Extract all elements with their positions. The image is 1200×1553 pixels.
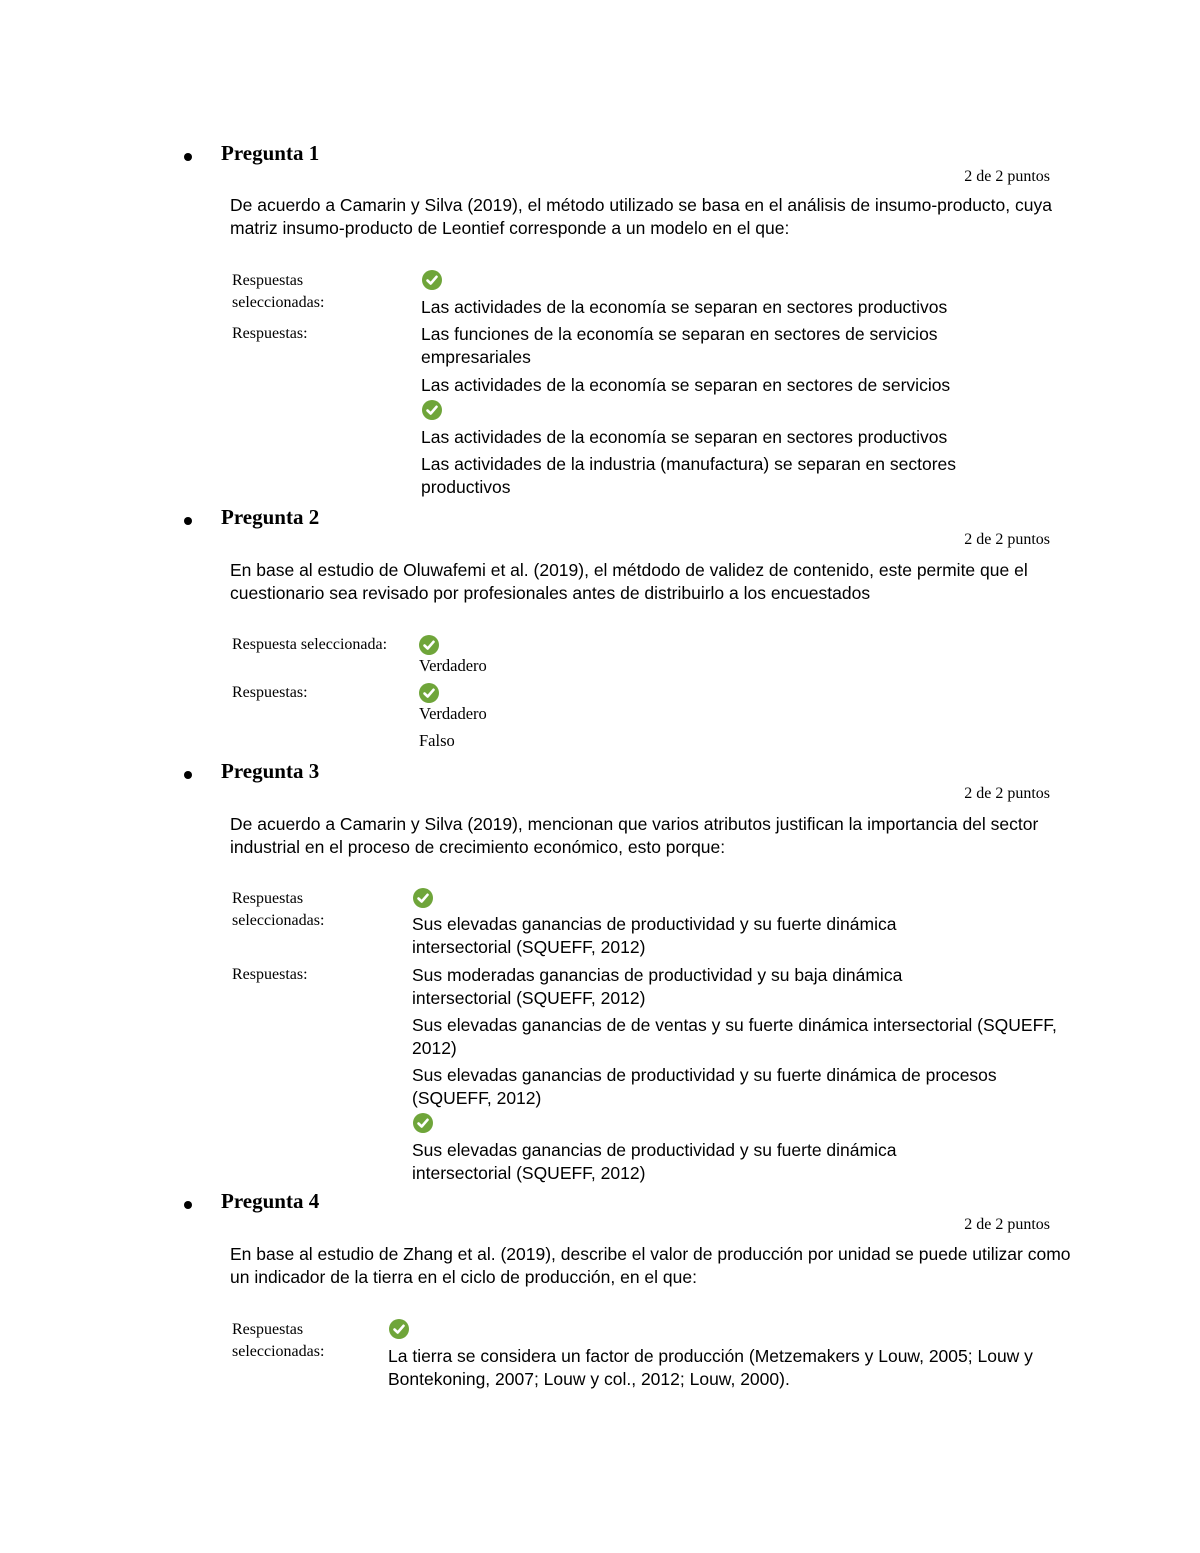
question-title: Pregunta 3 xyxy=(221,759,320,783)
selected-answers-label: Respuestas seleccionadas: xyxy=(232,1321,325,1360)
answer-option: Sus moderadas ganancias de productividad y su baja dinámica intersectorial (SQUEFF, 2012) xyxy=(412,965,903,1008)
answer-option: Sus elevadas ganancias de productividad y su fuerte dinámica de procesos (SQUEFF, 2012) xyxy=(412,1065,997,1108)
selected-answer: Verdadero xyxy=(419,656,487,675)
check-icon xyxy=(419,683,439,703)
points: 2 de 2 puntos xyxy=(964,785,1050,802)
answer-option-correct: Verdadero xyxy=(419,704,487,723)
selected-answers-label: Respuestas seleccionadas: xyxy=(232,890,325,929)
check-icon xyxy=(389,1319,409,1339)
answer-option-correct: Sus elevadas ganancias de productividad y su fuerte dinámica intersectorial (SQUEFF, 2012) xyxy=(412,1140,897,1183)
selected-answer: Las actividades de la economía se separan en sectores productivos xyxy=(421,297,948,317)
question-prompt: En base al estudio de Zhang et al. (2019), describe el valor de producción por unidad se puede utilizar como un indicador de la tierra en el ciclo de producción, en el que: xyxy=(230,1244,1071,1287)
points: 2 de 2 puntos xyxy=(964,168,1050,185)
answer-option: Sus elevadas ganancias de de ventas y su fuerte dinámica intersectorial (SQUEFF, 2012) xyxy=(412,1015,1057,1058)
check-icon xyxy=(413,888,433,908)
answers-label: Respuestas: xyxy=(232,684,308,701)
bullet xyxy=(184,771,192,779)
selected-answers-label: Respuestas seleccionadas: xyxy=(232,272,325,311)
bullet xyxy=(184,1201,192,1209)
selected-answer: La tierra se considera un factor de producción (Metzemakers y Louw, 2005; Louw y Bontekoning, 2007; Louw y col., 2012; Louw, 2000). xyxy=(388,1346,1033,1389)
check-icon xyxy=(419,635,439,655)
answer-option: Falso xyxy=(419,731,455,750)
question-prompt: De acuerdo a Camarin y Silva (2019), mencionan que varios atributos justifican la importancia del sector industrial en el proceso de crecimiento económico, esto porque: xyxy=(230,814,1039,857)
bullet xyxy=(184,517,192,525)
question-prompt: De acuerdo a Camarin y Silva (2019), el método utilizado se basa en el análisis de insumo-producto, cuya matriz insumo-producto de Leontief corresponde a un modelo en el que: xyxy=(230,195,1052,238)
bullet xyxy=(184,153,192,161)
question-prompt: En base al estudio de Oluwafemi et al. (2019), el métdodo de validez de contenido, este permite que el cuestionario sea revisado por profesionales antes de distribuirlo a los encuestados xyxy=(230,560,1028,603)
check-icon xyxy=(422,270,442,290)
points: 2 de 2 puntos xyxy=(964,1216,1050,1233)
answers-label: Respuestas: xyxy=(232,325,308,342)
check-icon xyxy=(422,400,442,420)
points: 2 de 2 puntos xyxy=(964,531,1050,548)
question-title: Pregunta 4 xyxy=(221,1189,320,1213)
check-icon xyxy=(413,1113,433,1133)
selected-answer: Sus elevadas ganancias de productividad y su fuerte dinámica intersectorial (SQUEFF, 2012) xyxy=(412,914,897,957)
answer-option-correct: Las actividades de la economía se separan en sectores productivos xyxy=(421,427,948,447)
question-title: Pregunta 2 xyxy=(221,505,320,529)
answer-option: Las funciones de la economía se separan en sectores de servicios empresariales xyxy=(421,324,938,367)
answer-option: Las actividades de la industria (manufactura) se separan en sectores productivos xyxy=(421,454,957,497)
answer-option: Las actividades de la economía se separan en sectores de servicios xyxy=(421,375,951,395)
answers-label: Respuestas: xyxy=(232,966,308,983)
question-title: Pregunta 1 xyxy=(221,141,320,165)
selected-answer-label: Respuesta seleccionada: xyxy=(232,636,388,653)
